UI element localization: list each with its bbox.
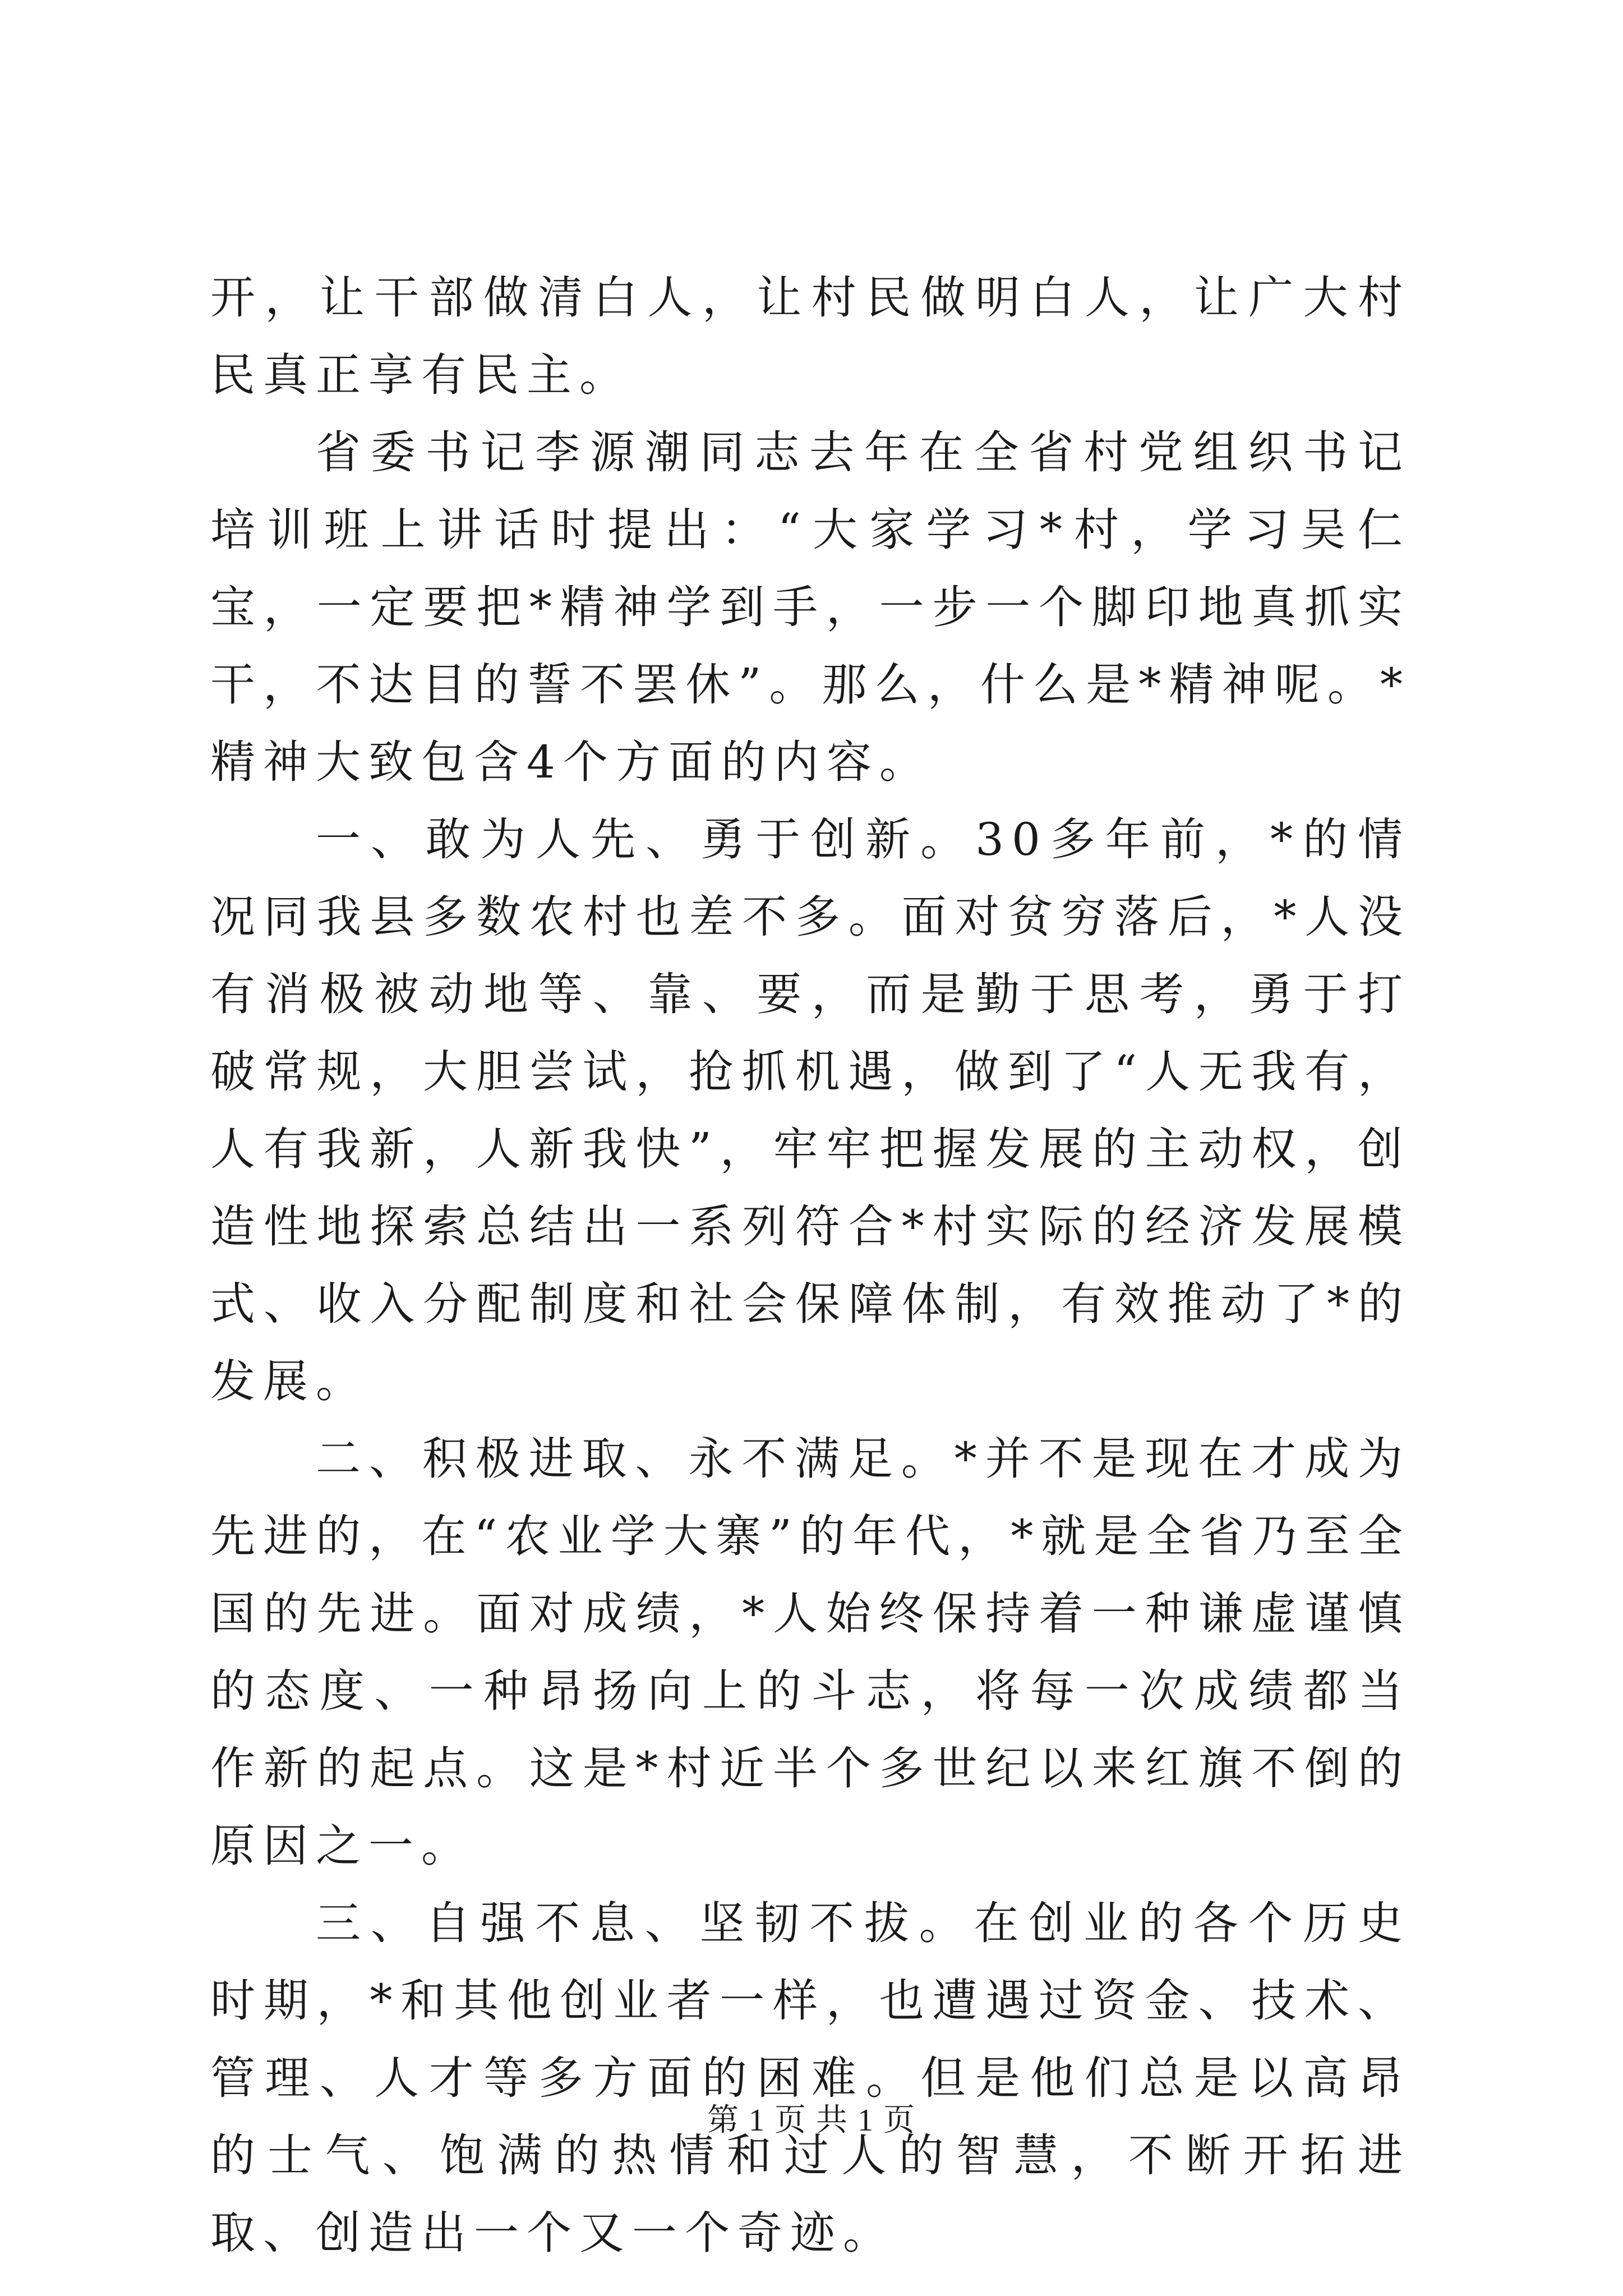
page-footer: 第 1 页 共 1 页 <box>707 2103 916 2138</box>
paragraph-point-1: 一、敢为人先、勇于创新。30多年前，*的情况同我县多数农村也差不多。面对贫穷落后，*人没有消极被动地等、靠、要，而是勤于思考，勇于打破常规，大胆尝试，抢抓机遇，做到了“人无我有，人有我新，人新我快”，牢牢把握发展的主动权，创造性地探索总结出一系列符合*村实际的经济发展模式、收入分配制度和社会保障体制，有效推动了*的发展。 <box>210 813 1410 1407</box>
document-body <box>210 259 1410 2272</box>
paragraph-continuation: 开，让干部做清白人，让村民做明白人，让广大村民真正享有民主。 <box>210 272 1410 401</box>
paragraph-point-3: 三、自强不息、坚韧不拔。在创业的各个历史时期，*和其他创业者一样，也遭遇过资金、技术、管理、人才等多方面的困难。但是他们总是以高昂的士气、饱满的热情和过人的智慧，不断开拓进取、创造出一个又一个奇迹。 <box>210 1897 1410 2259</box>
paragraph-point-2: 二、积极进取、永不满足。*并不是现在才成为先进的，在“农业学大寨”的年代，*就是全省乃至全国的先进。面对成绩，*人始终保持着一种谦虚谨慎的态度、一种昂扬向上的斗志，将每一次成绩都当作新的起点。这是*村近半个多世纪以来红旗不倒的原因之一。 <box>210 1433 1410 1872</box>
paragraph-intro: 省委书记李源潮同志去年在全省村党组织书记培训班上讲话时提出：“大家学习*村，学习吴仁宝，一定要把*精神学到手，一步一个脚印地真抓实干，不达目的誓不罢休”。那么，什么是*精神呢。*精神大致包含4个方面的内容。 <box>210 426 1410 788</box>
